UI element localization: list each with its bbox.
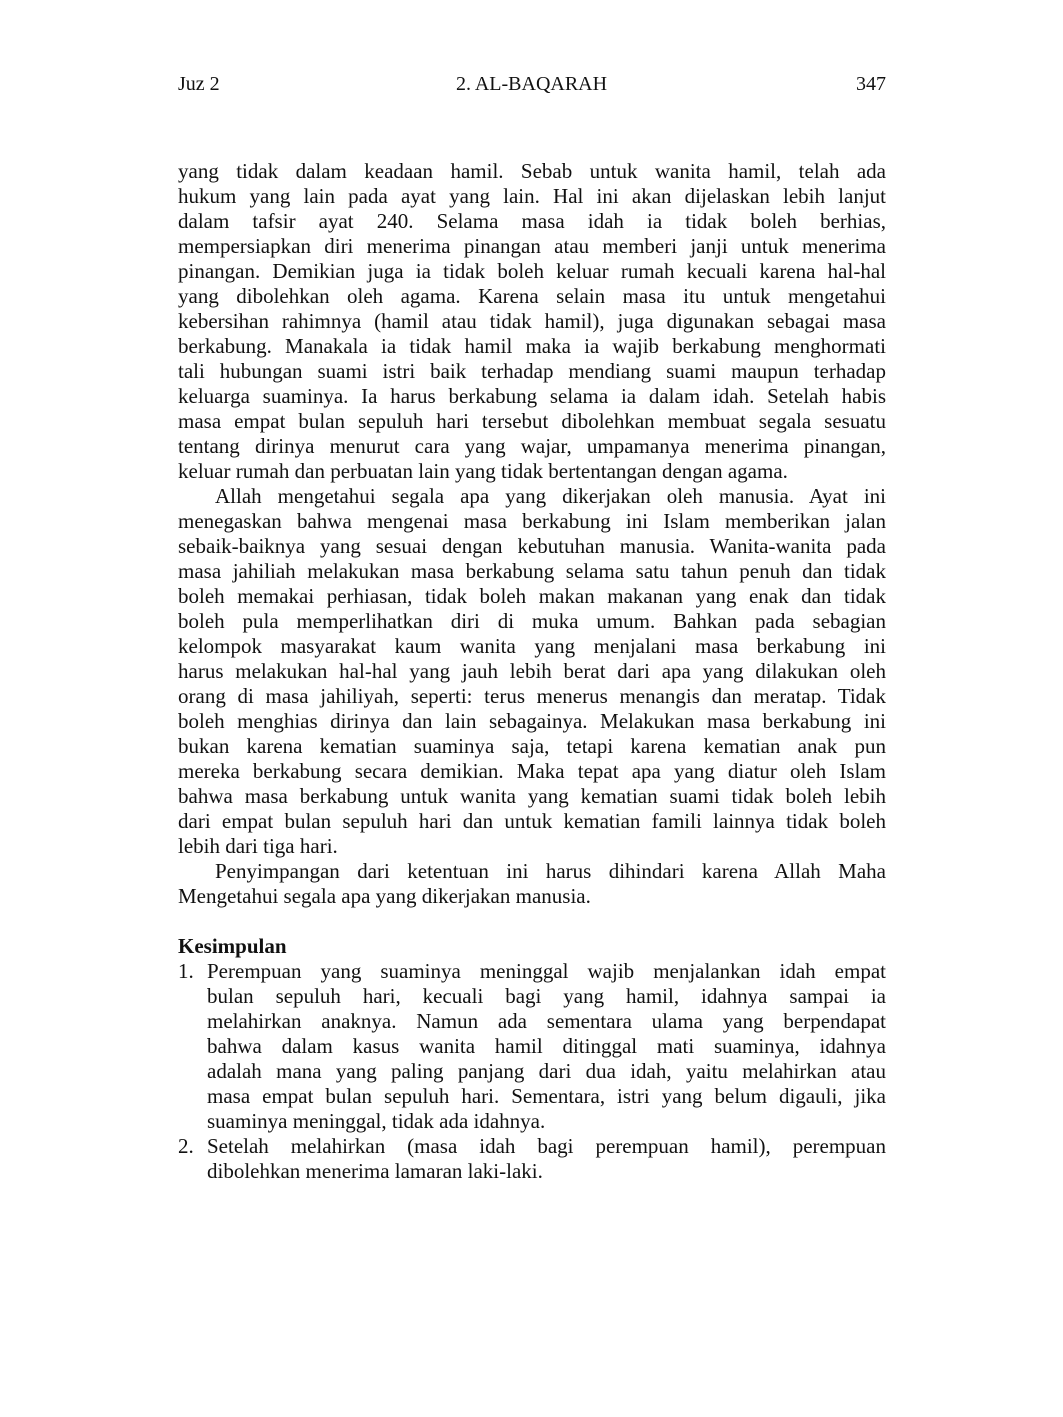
paragraph <box>178 159 886 484</box>
text-line: pinangan. Demikian juga ia tidak boleh keluar rumah kecuali karena hal-hal <box>178 259 886 283</box>
running-header-surah: 2. AL-BAQARAH <box>455 73 608 95</box>
text-line: dari empat bulan sepuluh hari dan untuk kematian famili lainnya tidak boleh <box>178 809 886 833</box>
text-line: yang dibolehkan oleh agama. Karena selain masa itu untuk mengetahui <box>178 284 886 308</box>
text-line: melahirkan anaknya. Namun ada sementara ulama yang berpendapat <box>207 1009 886 1033</box>
text-line: boleh menghias dirinya dan lain sebagainya. Melakukan masa berkabung ini <box>178 709 886 733</box>
text-line: bahwa masa berkabung untuk wanita yang kematian suami tidak boleh lebih <box>178 784 886 808</box>
paragraph <box>178 859 886 909</box>
section-heading-kesimpulan: Kesimpulan <box>178 934 287 958</box>
text-line: kelompok masyarakat kaum wanita yang menjalani masa berkabung ini <box>178 634 886 658</box>
text-line: bulan sepuluh hari, kecuali bagi yang hamil, idahnya sampai ia <box>207 984 886 1008</box>
text-line: berkabung. Manakala ia tidak hamil maka ia wajib berkabung menghormati <box>178 334 886 358</box>
text-line: tali hubungan suami istri baik terhadap mendiang suami maupun terhadap <box>178 359 886 383</box>
text-line: boleh pula memperlihatkan diri di muka umum. Bahkan pada sebagian <box>178 609 886 633</box>
text-line: suaminya meninggal, tidak ada idahnya. <box>207 1109 546 1133</box>
list-number: 2. <box>178 1134 194 1158</box>
list-number: 1. <box>178 959 194 983</box>
text-line: tentang dirinya menurut cara yang wajar, umpamanya menerima pinangan, <box>178 434 886 458</box>
text-line: bukan karena kematian suaminya saja, tetapi karena kematian anak pun <box>178 734 886 758</box>
text-line: hukum yang lain pada ayat yang lain. Hal ini akan dijelaskan lebih lanjut <box>178 184 886 208</box>
text-line: dibolehkan menerima lamaran laki-laki. <box>207 1159 543 1183</box>
text-line: yang tidak dalam keadaan hamil. Sebab untuk wanita hamil, telah ada <box>178 159 886 183</box>
body-paragraphs <box>178 159 886 909</box>
text-line: keluarga suaminya. Ia harus berkabung selama ia dalam idah. Setelah habis <box>178 384 886 408</box>
page-body <box>178 159 886 1184</box>
text-line: masa jahiliah melakukan masa berkabung selama satu tahun penuh dan tidak <box>178 559 886 583</box>
text-line: bahwa dalam kasus wanita hamil ditinggal mati suaminya, idahnya <box>207 1034 886 1058</box>
text-line: sebaik-baiknya yang sesuai dengan kebutuhan manusia. Wanita-wanita pada <box>178 534 886 558</box>
text-line: Penyimpangan dari ketentuan ini harus dihindari karena Allah Maha <box>215 859 886 883</box>
list-item <box>178 1134 886 1184</box>
text-line: harus melakukan hal-hal yang jauh lebih berat dari apa yang dilakukan oleh <box>178 659 886 683</box>
text-line: kebersihan rahimnya (hamil atau tidak hamil), juga digunakan sebagai masa <box>178 309 886 333</box>
text-line: adalah mana yang paling panjang dari dua idah, yaitu melahirkan atau <box>207 1059 886 1083</box>
text-line: Setelah melahirkan (masa idah bagi perempuan hamil), perempuan <box>207 1134 886 1158</box>
text-line: Mengetahui segala apa yang dikerjakan manusia. <box>178 884 591 908</box>
text-line: Allah mengetahui segala apa yang dikerjakan oleh manusia. Ayat ini <box>215 484 886 508</box>
text-line: boleh memakai perhiasan, tidak boleh makan makanan yang enak dan tidak <box>178 584 886 608</box>
list-item <box>178 959 886 1134</box>
text-line: dalam tafsir ayat 240. Selama masa idah ia tidak boleh berhias, <box>178 209 886 233</box>
text-line: mempersiapkan diri menerima pinangan atau memberi janji untuk menerima <box>178 234 886 258</box>
text-line: keluar rumah dan perbuatan lain yang tidak bertentangan dengan agama. <box>178 459 788 483</box>
text-line: menegaskan bahwa mengenai masa berkabung ini Islam memberikan jalan <box>178 509 886 533</box>
text-line: Perempuan yang suaminya meninggal wajib menjalankan idah empat <box>207 959 886 983</box>
paragraph <box>178 484 886 859</box>
running-header-juz: Juz 2 <box>178 73 220 95</box>
text-line: mereka berkabung secara demikian. Maka tepat apa yang diatur oleh Islam <box>178 759 886 783</box>
page-number: 347 <box>856 73 886 95</box>
text-line: orang di masa jahiliyah, seperti: terus menerus menangis dan meratap. Tidak <box>178 684 886 708</box>
conclusion-list <box>178 959 886 1184</box>
text-line: masa empat bulan sepuluh hari. Sementara, istri yang belum digauli, jika <box>207 1084 886 1108</box>
text-line: masa empat bulan sepuluh hari tersebut dibolehkan membuat segala sesuatu <box>178 409 886 433</box>
text-line: lebih dari tiga hari. <box>178 834 338 858</box>
